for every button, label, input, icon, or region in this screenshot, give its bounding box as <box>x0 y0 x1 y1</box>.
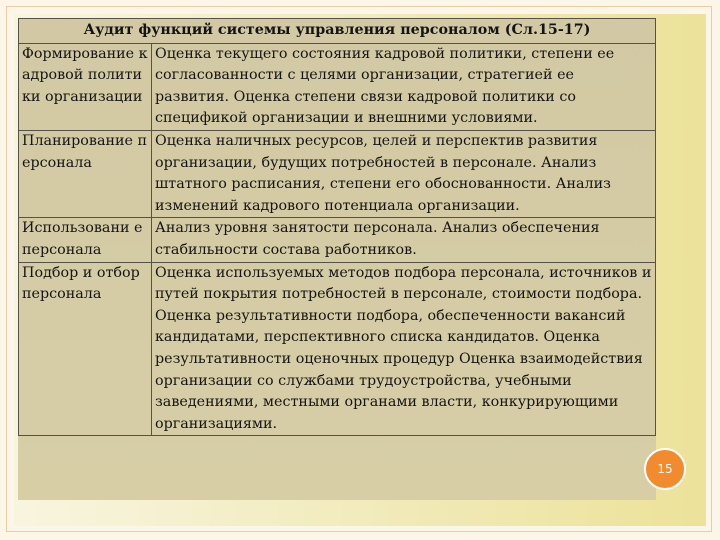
table-title: Аудит функций системы управления персоналом (Сл.15-17) <box>19 19 656 44</box>
description-cell: Оценка используемых методов подбора персонала, источников и путей покрытия потребностей в персонале, стоимости подбора. Оценка результативности подбора, обеспеченности вакансий кандидатами, перспективного списка кандидатов. Оценка результативности оценочных процедур Оценка взаимодействия организации со службами трудоустройства, учебными заведениями, местными органами власти, конкурирующими организациями. <box>152 262 656 436</box>
table-row <box>19 262 656 436</box>
audit-table <box>18 18 656 436</box>
description-cell: Оценка текущего состояния кадровой политики, степени ее согласованности с целями организации, стратегией ее развития. Оценка степени связи кадровой политики со спецификой организации и внешними условиями. <box>152 43 656 130</box>
description-cell: Оценка наличных ресурсов, целей и перспектив развития организации, будущих потребностей в персонале. Анализ штатного расписания, степени его обоснованности. Анализ изменений кадрового потенциала организации. <box>152 130 656 217</box>
table-header-row <box>19 19 656 44</box>
page-number-badge: 15 <box>644 448 686 490</box>
function-cell: Планирование персонала <box>19 130 152 217</box>
table-row <box>19 43 656 130</box>
table-row <box>19 130 656 217</box>
description-cell: Анализ уровня занятости персонала. Анализ обеспечения стабильности состава работников. <box>152 218 656 262</box>
function-cell: Использовани е персонала <box>19 218 152 262</box>
function-cell: Подбор и отбор персонала <box>19 262 152 436</box>
function-cell: Формирование кадровой политики организации <box>19 43 152 130</box>
table-row <box>19 218 656 262</box>
